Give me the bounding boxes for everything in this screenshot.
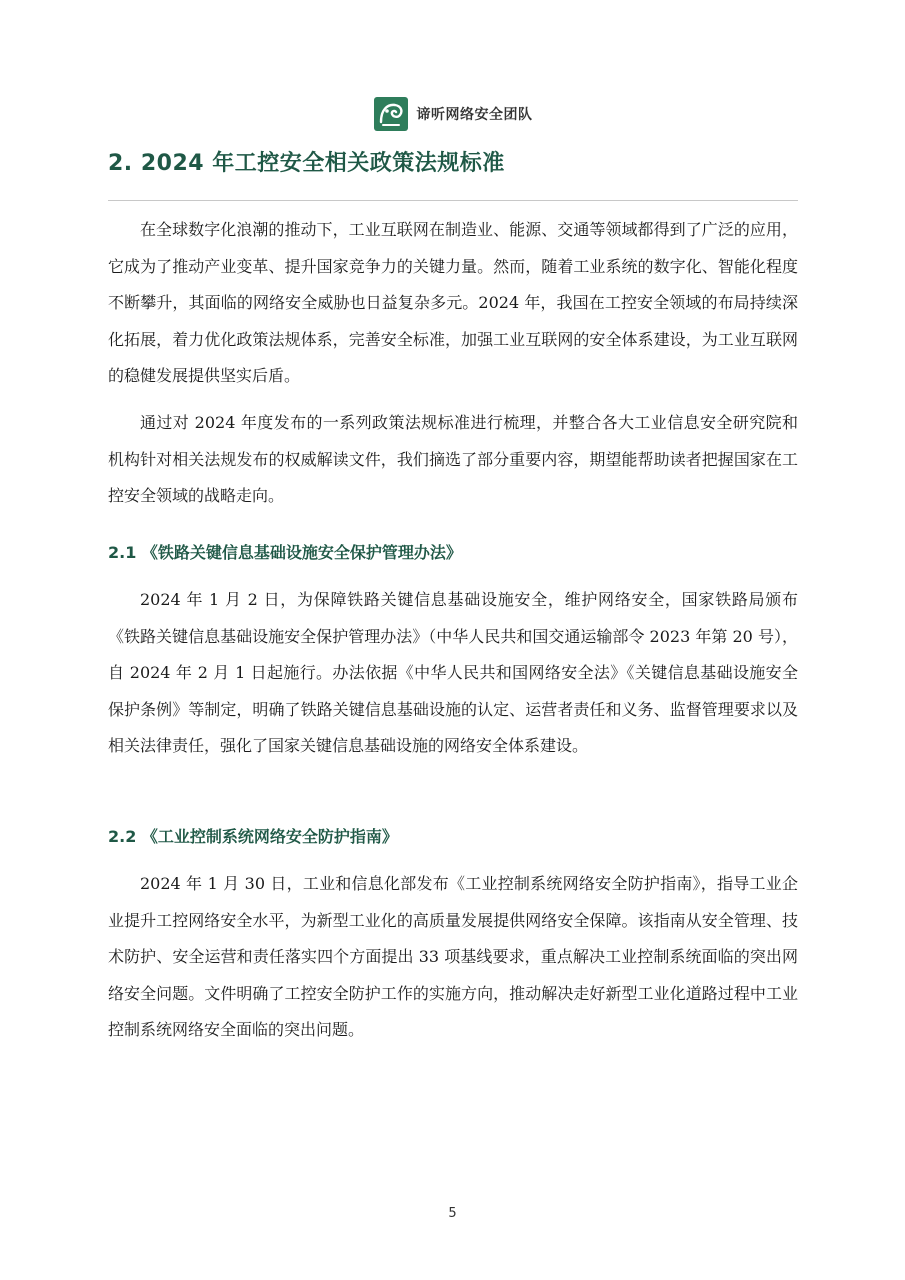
section-title: 2. 2024 年工控安全相关政策法规标准 [108,151,505,176]
subsection-paragraph-2-2: 2024 年 1 月 30 日，工业和信息化部发布《工业控制系统网络安全防护指南》，指导工业企业提升工控网络安全水平，为新型工业化的高质量发展提供网络安全保障。该指南从安全管理、技术防护、安全运营和责任落实四个方面提出 33 项基线要求，重点解决工业控制系统面临的突出网络安全问题。文件明确了工控安全防护工作的实施方向，推动解决走好新型工业化道路过程中工业控制系统网络安全面临的突出问题。 [108,874,798,1039]
intro-paragraph-1: 在全球数字化浪潮的推动下，工业互联网在制造业、能源、交通等领域都得到了广泛的应用，它成为了推动产业变革、提升国家竞争力的关键力量。然而，随着工业系统的数字化、智能化程度不断攀升，其面临的网络安全威胁也日益复杂多元。2024 年，我国在工控安全领域的布局持续深化拓展，着力优化政策法规体系，完善安全标准，加强工业互联网的安全体系建设，为工业互联网的稳健发展提供坚实后盾。 [108,220,798,385]
page-header [0,94,905,134]
section-divider [108,200,798,201]
subsection-paragraph-2-1: 2024 年 1 月 2 日，为保障铁路关键信息基础设施安全，维护网络安全，国家铁路局颁布《铁路关键信息基础设施安全保护管理办法》（中华人民共和国交通运输部令 2023 年第 20 号），自 2024 年 2 月 1 日起施行。办法依据《中华人民共和国网络安全法》《关键信息基础设施安全保护条例》等制定，明确了铁路关键信息基础设施的认定、运营者责任和义务、监督管理要求以及相关法律责任，强化了国家关键信息基础设施的网络安全体系建设。 [108,590,798,755]
team-name: 谛听网络安全团队 [416,107,533,123]
intro-paragraph-2: 通过对 2024 年度发布的一系列政策法规标准进行梳理，并整合各大工业信息安全研究院和机构针对相关法规发布的权威解读文件，我们摘选了部分重要内容，期望能帮助读者把握国家在工控安全领域的战略走向。 [108,413,798,505]
page-number: 5 [448,1206,457,1221]
subsection-heading-2-1: 2.1 《铁路关键信息基础设施安全保护管理办法》 [108,543,462,562]
green-seal-logo-icon [373,96,409,132]
subsection-heading-2-2: 2.2 《工业控制系统网络安全防护指南》 [108,827,398,846]
